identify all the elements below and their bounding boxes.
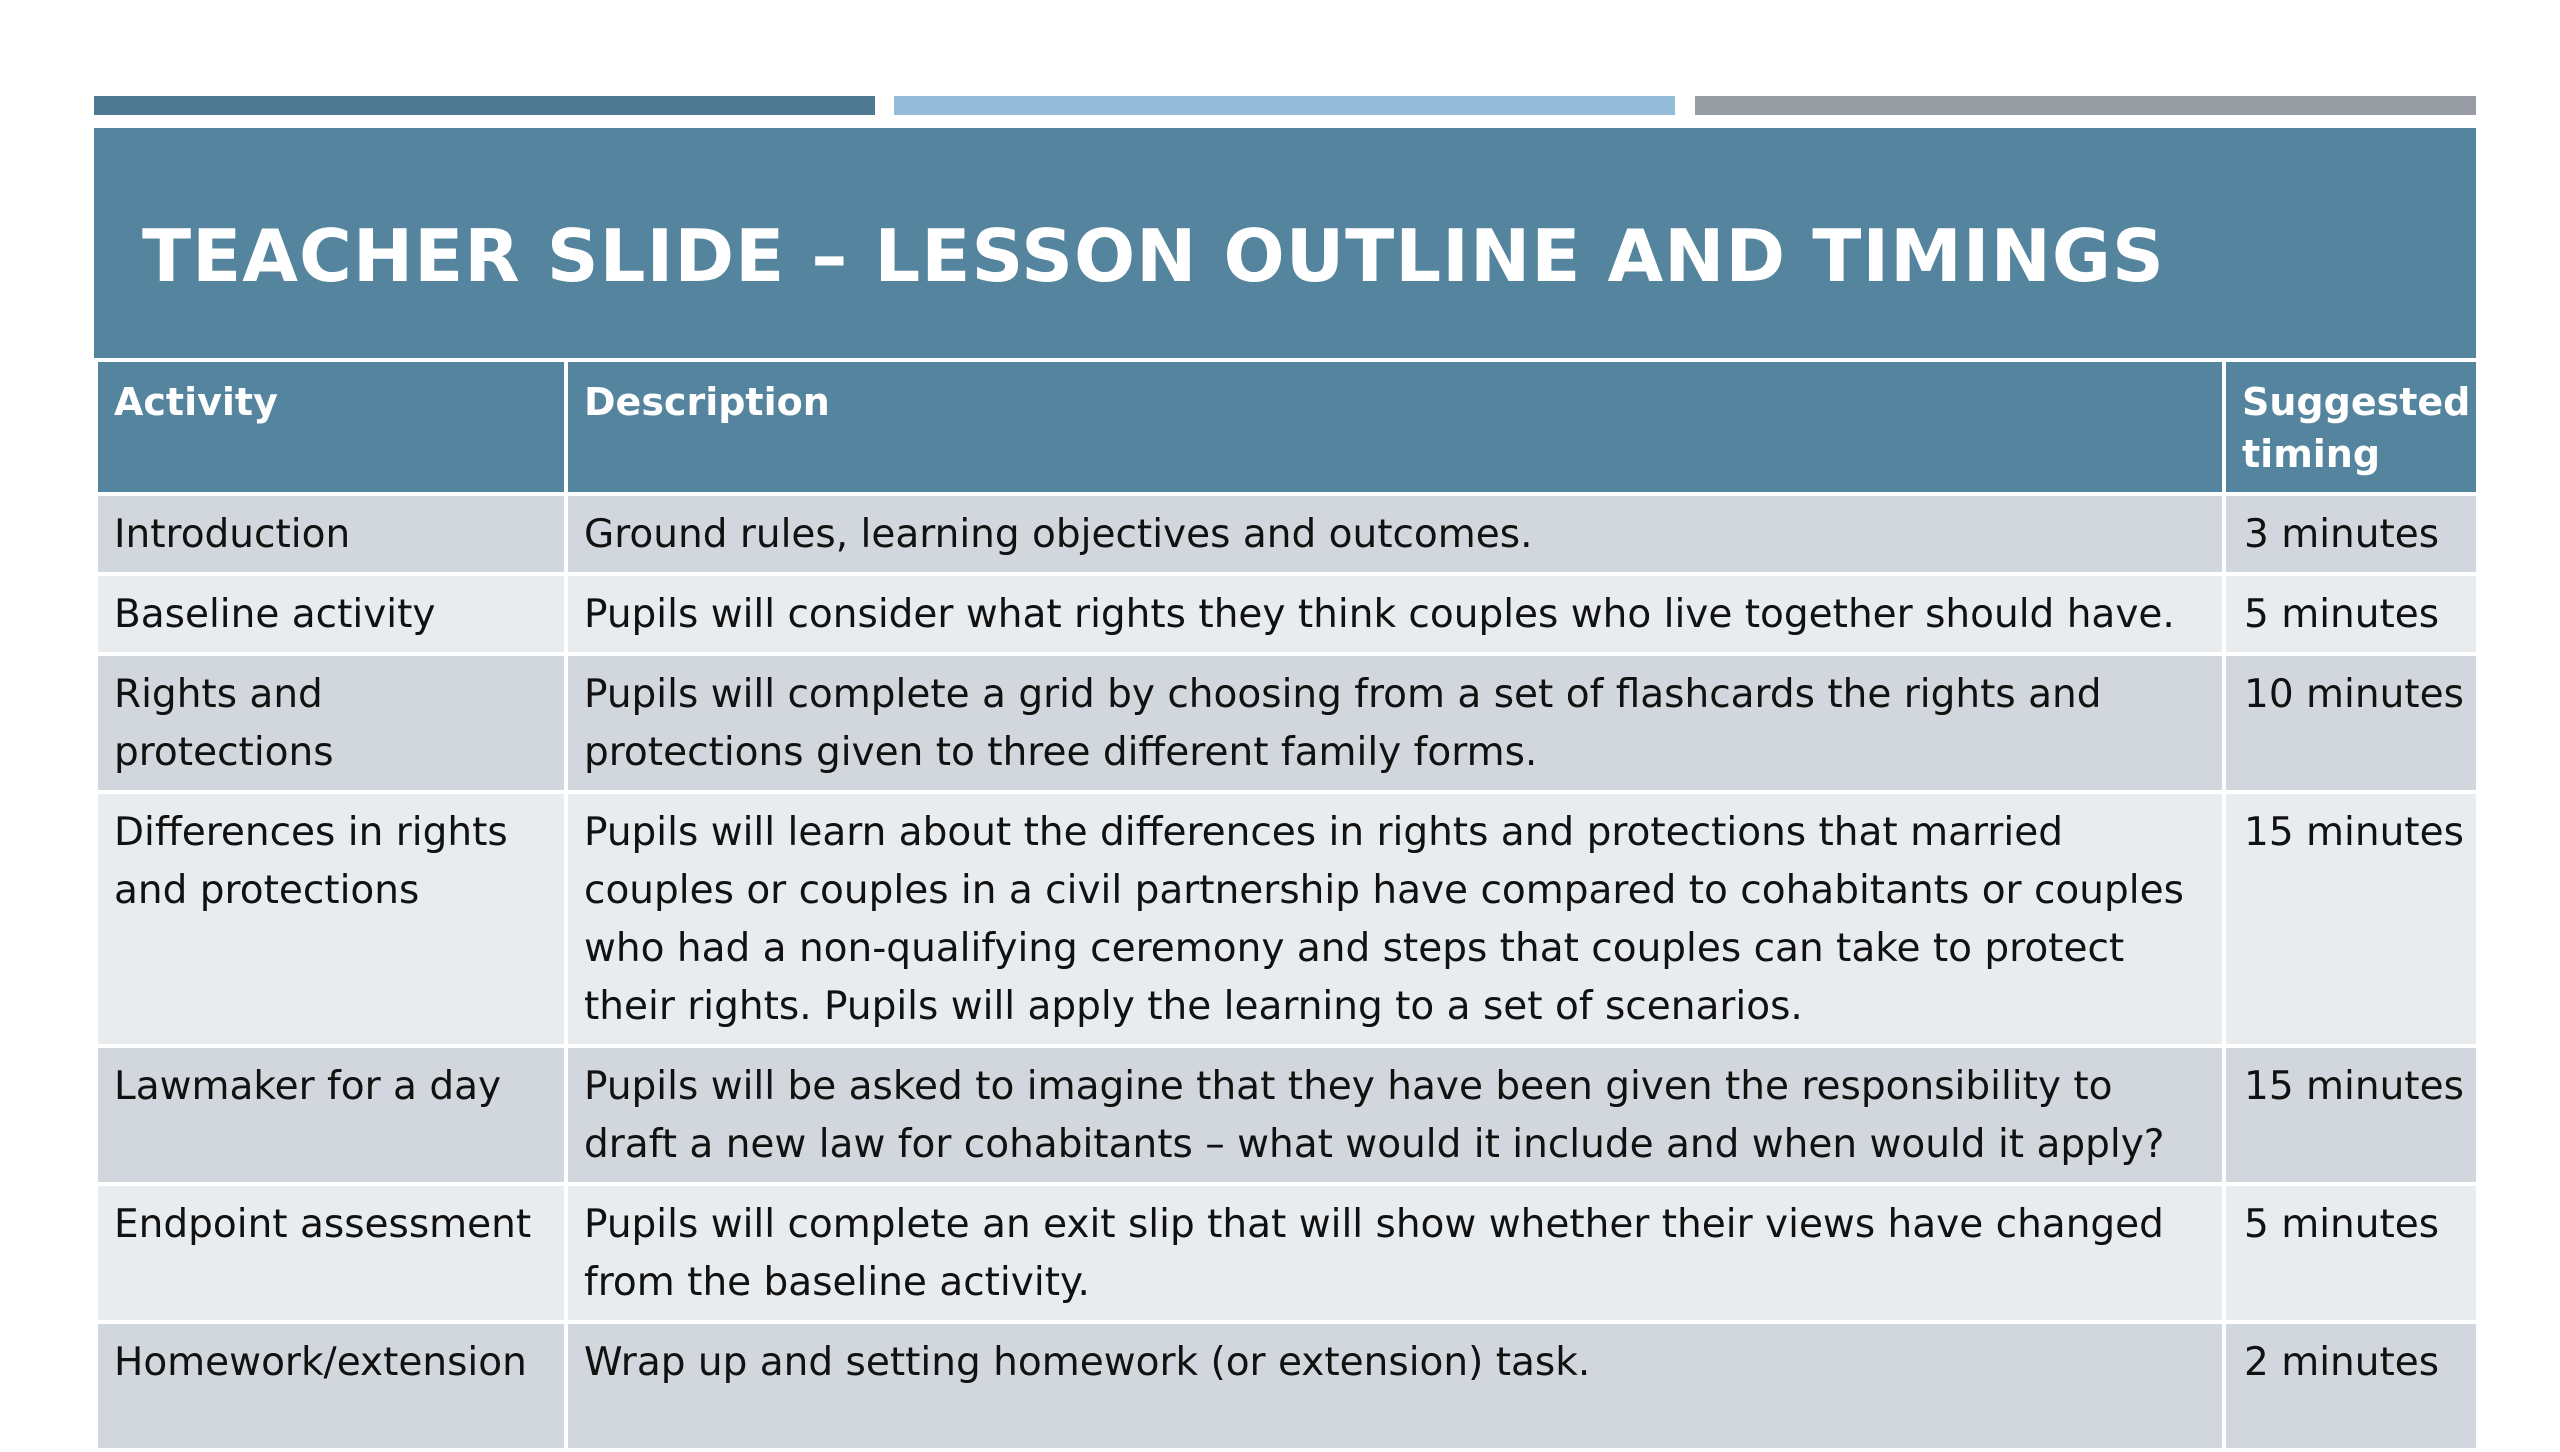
description-cell: Pupils will complete a grid by choosing from a set of flashcards the rights and protections given to three different family forms. <box>566 654 2224 792</box>
header-activity: Activity <box>96 360 566 494</box>
accent-bar-right <box>1695 96 2476 115</box>
activity-cell: Homework/extension <box>96 1322 566 1450</box>
activity-cell: Differences in rights and protections <box>96 792 566 1046</box>
header-suggested-timing: Suggested timing <box>2224 360 2478 494</box>
timing-cell: 15 minutes <box>2224 792 2478 1046</box>
description-cell: Pupils will complete an exit slip that will show whether their views have changed from the baseline activity. <box>566 1184 2224 1322</box>
description-cell: Wrap up and setting homework (or extension) task. <box>566 1322 2224 1450</box>
table-row <box>96 494 2478 574</box>
description-cell: Ground rules, learning objectives and outcomes. <box>566 494 2224 574</box>
description-cell: Pupils will learn about the differences in rights and protections that married couples or couples in a civil partnership have compared to cohabitants or couples who had a non-qualifying ceremony and steps that couples can take to protect their rights. Pupils will apply the learning to a set of scenarios. <box>566 792 2224 1046</box>
header-description: Description <box>566 360 2224 494</box>
table-row <box>96 1184 2478 1322</box>
timing-cell: 15 minutes <box>2224 1046 2478 1184</box>
timing-cell: 2 minutes <box>2224 1322 2478 1450</box>
lesson-outline-table <box>94 358 2480 1452</box>
timing-cell: 5 minutes <box>2224 1184 2478 1322</box>
table-row <box>96 1046 2478 1184</box>
activity-cell: Lawmaker for a day <box>96 1046 566 1184</box>
description-cell: Pupils will consider what rights they think couples who live together should have. <box>566 574 2224 654</box>
timing-cell: 5 minutes <box>2224 574 2478 654</box>
accent-bar-middle <box>894 96 1675 115</box>
activity-cell: Baseline activity <box>96 574 566 654</box>
activity-cell: Rights and protections <box>96 654 566 792</box>
title-banner <box>94 128 2476 358</box>
table-row <box>96 792 2478 1046</box>
table-header-row <box>96 360 2478 494</box>
timing-cell: 10 minutes <box>2224 654 2478 792</box>
description-cell: Pupils will be asked to imagine that they have been given the responsibility to draft a new law for cohabitants – what would it include and when would it apply? <box>566 1046 2224 1184</box>
activity-cell: Introduction <box>96 494 566 574</box>
table-row <box>96 1322 2478 1450</box>
table-row <box>96 654 2478 792</box>
table-row <box>96 574 2478 654</box>
accent-bar-left <box>94 96 875 115</box>
slide-title: TEACHER SLIDE – LESSON OUTLINE AND TIMINGS <box>142 214 2165 298</box>
activity-cell: Endpoint assessment <box>96 1184 566 1322</box>
timing-cell: 3 minutes <box>2224 494 2478 574</box>
